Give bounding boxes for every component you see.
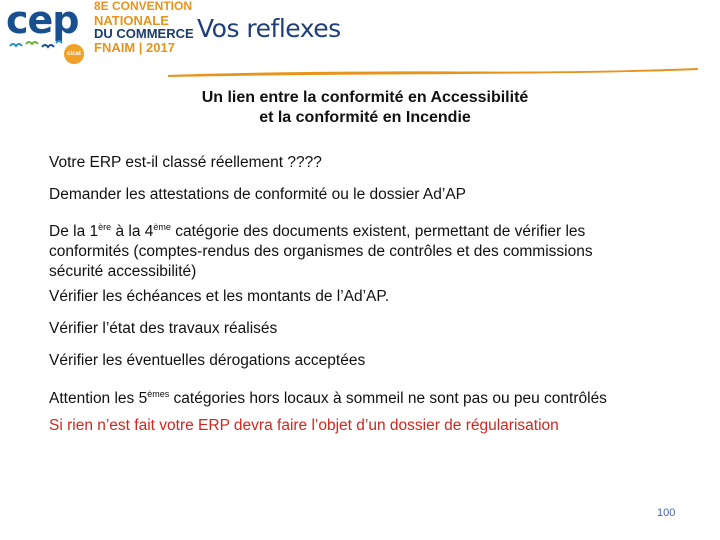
cicat-badge: cicat <box>64 44 84 64</box>
subtitle-line2: et la conformité en Incendie <box>259 109 471 126</box>
convention-logo-line1: 8E CONVENTION <box>94 0 193 13</box>
paragraph-attention: Attention les 5èmes catégories hors locaux à sommeil ne sont pas ou peu contrôlés <box>49 389 607 407</box>
paragraph-categories <box>49 217 669 282</box>
page-number: 100 <box>657 507 676 519</box>
paragraph-verifier-travaux: Vérifier l’état des travaux réalisés <box>49 320 278 337</box>
decorative-brush-stroke <box>168 66 698 78</box>
paragraph-verifier-echeances: Vérifier les échéances et les montants de l’Ad’AP. <box>49 288 390 305</box>
paragraph-verifier-derogations: Vérifier les éventuelles dérogations acceptées <box>49 352 366 369</box>
convention-logo-line2: NATIONALE <box>94 12 169 28</box>
paragraph-warning-regularisation: Si rien n’est fait votre ERP devra faire l’objet d’un dossier de régularisation <box>49 417 559 434</box>
page-title: Vos reflexes <box>197 14 341 43</box>
subtitle <box>150 88 580 128</box>
birds-icon <box>8 38 68 52</box>
paragraph-categories-line3: sécurité accessibilité) <box>49 263 197 280</box>
paragraph-erp-question: Votre ERP est-il classé réellement ???? <box>49 154 322 171</box>
subtitle-line1: Un lien entre la conformité en Accessibilité <box>201 89 529 106</box>
cep-logo <box>6 0 81 62</box>
paragraph-demander-attestations: Demander les attestations de conformité ou le dossier Ad’AP <box>49 186 467 203</box>
convention-logo-line3: DU COMMERCE <box>94 26 194 41</box>
convention-logo <box>94 0 194 64</box>
convention-logo-line4: FNAIM | 2017 <box>94 39 175 55</box>
paragraph-categories-line2: conformités (comptes-rendus des organismes de contrôles et des commissions <box>49 243 593 260</box>
paragraph-categories-line1: De la 1ère à la 4ème catégorie des documents existent, permettant de vérifier les <box>49 222 586 240</box>
cep-logo-text: cep <box>6 0 79 42</box>
